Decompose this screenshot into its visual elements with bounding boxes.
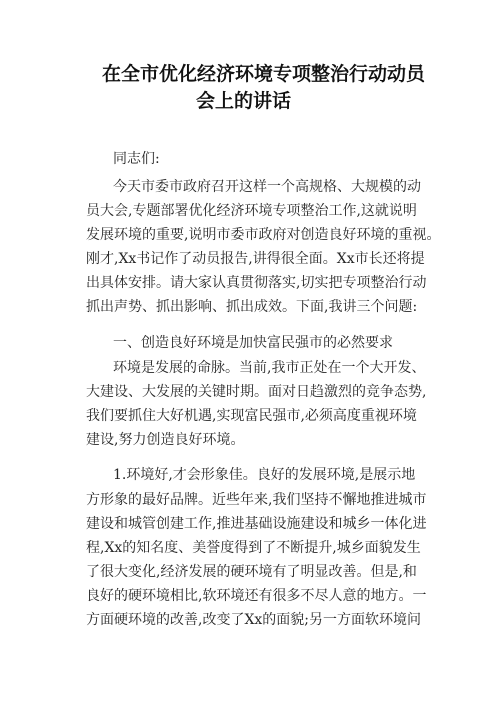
body-line-salutation: 同志们: <box>113 151 160 167</box>
body-line: 良好的硬环境相比,软环境还有很多不尽人意的地方。一 <box>86 588 427 604</box>
body-line: 出具体安排。请大家认真贯彻落实,切实把专项整治行动 <box>86 275 427 291</box>
document-title-line-1: 在全市优化经济环境专项整治行动动员 <box>102 63 426 85</box>
body-line: 环境是发展的命脉。当前,我市正处在一个大开发、 <box>113 360 426 376</box>
body-line: 建设,努力创造良好环境。 <box>86 432 245 448</box>
section-heading-1: 一、创造良好环境是加快富民强市的必然要求 <box>113 335 393 351</box>
body-line: 建设和城管创建工作,推进基础设施建设和城乡一体化进 <box>86 516 427 532</box>
body-line: 员大会,专题部署优化经济环境专项整治工作,这就说明 <box>86 203 417 219</box>
body-line: 大建设、大发展的关键时期。面对日趋激烈的竞争态势, <box>86 384 427 400</box>
subsection-line: 1.环境好,才会形象佳。良好的发展环境,是展示地 <box>113 467 416 483</box>
body-line: 发展环境的重要,说明市委市政府对创造良好环境的重视。 <box>86 227 441 243</box>
body-line: 方面硬环境的改善,改变了Xx的面貌;另一方面软环境问 <box>86 612 422 628</box>
document-title-line-2: 会上的讲话 <box>196 90 292 112</box>
body-line: 方形象的最好品牌。近些年来,我们坚持不懈地推进城市 <box>86 492 427 508</box>
body-line: 刚才,Xx书记作了动员报告,讲得很全面。Xx市长还将提 <box>86 251 425 267</box>
body-line: 了很大变化,经济发展的硬环境有了明显改善。但是,和 <box>86 564 417 580</box>
body-line: 今天市委市政府召开这样一个高规格、大规模的动 <box>113 179 421 195</box>
body-line: 抓出声势、抓出影响、抓出成效。下面,我讲三个问题: <box>86 299 418 315</box>
body-line: 程,Xx的知名度、美誉度得到了不断提升,城乡面貌发生 <box>86 540 421 556</box>
body-line: 我们要抓住大好机遇,实现富民强市,必须高度重视环境 <box>86 408 417 424</box>
